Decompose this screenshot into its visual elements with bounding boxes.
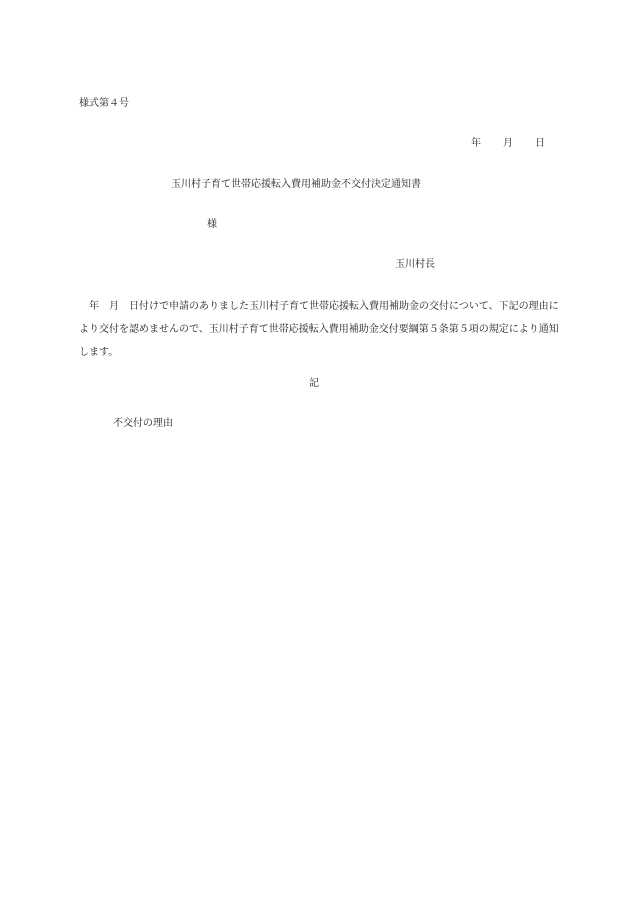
date-day: 日	[535, 138, 545, 149]
date-month: 月	[503, 138, 513, 149]
date-year: 年	[471, 138, 481, 149]
date-line	[471, 137, 545, 151]
form-number: 様式第４号	[79, 98, 129, 109]
body-text: 年 月 日付けで申請のありました玉川村子育て世帯応援転入費用補助金の交付について、下記の理由により交付を認めませんので、玉川村子育て世帯応援転入費用補助金交付要綱第５条第５項の規定により通知します。	[79, 301, 559, 358]
sender-name: 玉川村長	[395, 259, 435, 270]
reason-label: 不交付の理由	[113, 418, 173, 429]
body-paragraph	[79, 295, 559, 364]
document-title: 玉川村子育て世帯応援転入費用補助金不交付決定通知書	[171, 179, 421, 190]
addressee-honorific: 様	[207, 219, 217, 230]
ki-heading: 記	[309, 378, 319, 389]
